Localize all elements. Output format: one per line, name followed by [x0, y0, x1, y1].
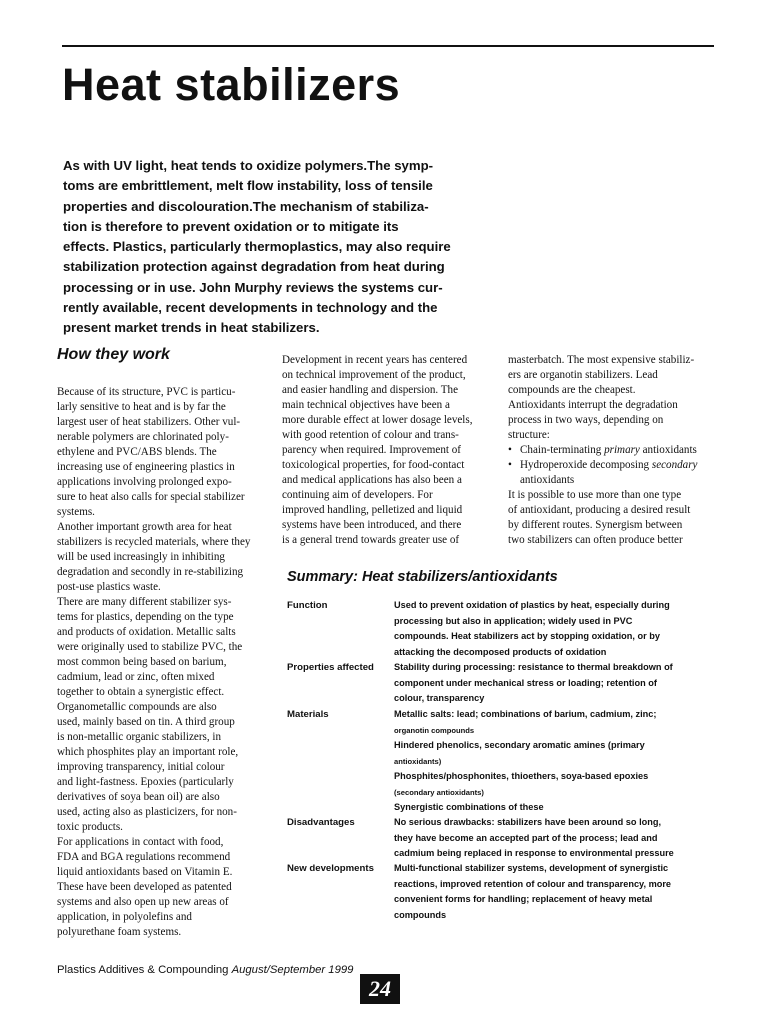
summary-line: reactions, improved retention of colour and transparency, more [394, 878, 672, 889]
body-line: Another important growth area for heat [57, 521, 232, 533]
body-line: Because of its structure, PVC is particu- [57, 386, 236, 398]
body-line: masterbatch. The most expensive stabiliz- [508, 354, 695, 366]
body-line: and light-fastness. Epoxies (particularly [57, 776, 234, 788]
body-line: two stabilizers can often produce better [508, 534, 683, 546]
summary-value [394, 707, 717, 816]
summary-table [287, 598, 717, 923]
body-line: derivatives of soya bean oil) are also [57, 791, 220, 803]
body-line: degradation and secondly in re-stabilizing [57, 566, 244, 578]
summary-row-materials [287, 707, 717, 815]
list-emphasis: primary [604, 444, 640, 456]
summary-label: New developments [287, 863, 374, 874]
summary-label: Disadvantages [287, 817, 355, 828]
body-line: and products of oxidation. Metallic salts [57, 626, 236, 638]
body-line: and medical applications has also been a [282, 474, 462, 486]
page-number: 24 [360, 974, 400, 1004]
summary-row-disadvantages [287, 815, 717, 861]
summary-line: colour, transparency [394, 693, 485, 703]
body-line: were originally used to stabilize PVC, the [57, 641, 243, 653]
body-line: There are many different stabilizer sys- [57, 596, 232, 608]
body-line: ers are organotin stabilizers. Lead [508, 369, 658, 381]
summary-label: Materials [287, 709, 329, 720]
body-line: systems and also open up new areas of [57, 896, 229, 908]
body-column-3 [508, 353, 718, 548]
summary-line: cadmium being replaced in response to environmental pressure [394, 848, 674, 858]
body-line: of antioxidant, producing a desired result [508, 504, 691, 516]
summary-line: Used to prevent oxidation of plastics by heat, especially during [394, 600, 670, 610]
intro-line: properties and discolouration.The mechanism of stabiliza- [63, 198, 429, 214]
intro-line: tion is therefore to prevent oxidation or to mitigate its [63, 218, 399, 234]
journal-issue: August/September 1999 [231, 964, 354, 976]
list-item [508, 458, 718, 488]
antioxidant-list [508, 443, 718, 488]
body-line: Organometallic compounds are also [57, 701, 217, 713]
body-line: used, acting also as plasticizers, for non- [57, 806, 237, 818]
summary-value [394, 598, 717, 660]
body-line: parency when required. Improvement of [282, 444, 461, 456]
summary-line: Hindered phenolics, secondary aromatic amines (primary [394, 740, 645, 750]
journal-name: Plastics Additives & Compounding [57, 964, 232, 976]
body-line: more durable effect at lower dosage levels, [282, 414, 473, 426]
summary-line: organotin compounds [394, 725, 475, 735]
body-line: For applications in contact with food, [57, 836, 224, 848]
body-line: It is possible to use more than one type [508, 489, 682, 501]
body-line: application, in polyolefins and [57, 911, 192, 923]
summary-label: Properties affected [287, 662, 374, 673]
intro-line: present market trends in heat stabilizers. [63, 320, 320, 336]
body-line: with good retention of colour and trans- [282, 429, 459, 441]
body-line: tems for plastics, depending on the type [57, 611, 234, 623]
body-line: sure to heat also calls for special stabilizer [57, 491, 245, 503]
intro-line: stabilization protection against degradation from heat during [63, 259, 445, 275]
body-line: on technical improvement of the product, [282, 369, 466, 381]
body-line: and easier handling and dispersion. The [282, 384, 459, 396]
body-line: largest user of heat stabilizers. Other vul- [57, 416, 241, 428]
summary-row-function [287, 598, 717, 660]
body-line: cadmium, lead or zinc, often mixed [57, 671, 215, 683]
summary-row-properties [287, 660, 717, 707]
intro-line: processing or in use. John Murphy reviews the systems cur- [63, 279, 443, 295]
intro-line: As with UV light, heat tends to oxidize polymers.The symp- [63, 158, 434, 173]
body-line: liquid antioxidants based on Vitamin E. [57, 866, 233, 878]
journal-footer [57, 962, 353, 978]
body-line: Antioxidants interrupt the degradation [508, 399, 678, 411]
body-line: process in two ways, depending on [508, 414, 664, 426]
list-text: antioxidants [639, 444, 697, 456]
summary-value [394, 660, 717, 707]
body-line: nerable polymers are chlorinated poly- [57, 431, 229, 443]
list-item [508, 443, 718, 458]
summary-line: component under mechanical stress or loading; retention of [394, 677, 657, 688]
body-line: applications involving prolonged expo- [57, 476, 232, 488]
list-text: Chain-terminating [520, 444, 605, 456]
bullet-icon: • [508, 459, 512, 471]
summary-label: Function [287, 600, 328, 611]
summary-line: Stability during processing: resistance to thermal breakdown of [394, 662, 673, 672]
body-line: ethylene and PVC/ABS blends. The [57, 446, 217, 458]
bullet-icon: • [508, 444, 512, 456]
body-line: improved handling, pelletized and liquid [282, 504, 463, 516]
body-line: increasing use of engineering plastics in [57, 461, 235, 473]
summary-title: Summary: Heat stabilizers/antioxidants [287, 569, 558, 585]
body-column-2 [282, 353, 489, 548]
body-line: systems have been introduced, and there [282, 519, 462, 531]
summary-line: they have become an accepted part of the process; lead and [394, 832, 658, 843]
intro-line: rently available, recent developments in technology and the [63, 300, 438, 316]
summary-line: Metallic salts: lead; combinations of barium, cadmium, zinc; [394, 709, 657, 719]
intro-line: toms are embrittlement, melt flow instability, loss of tensile [63, 178, 433, 194]
summary-line: compounds. Heat stabilizers act by stopping oxidation, or by [394, 631, 660, 641]
body-line: structure: [508, 429, 550, 441]
summary-line: Synergistic combinations of these [394, 802, 544, 812]
body-line: most common being based on barium, [57, 656, 227, 668]
top-rule [62, 45, 714, 47]
body-column-1 [57, 385, 262, 940]
body-line: stabilizers is recycled materials, where they [57, 536, 251, 548]
body-line: is non-metallic organic stabilizers, in [57, 731, 222, 743]
summary-row-developments [287, 861, 717, 923]
body-line: improving transparency, initial colour [57, 761, 225, 773]
summary-line: processing but also in application; widely used in PVC [394, 615, 633, 626]
body-line: toxicological properties, for food-contact [282, 459, 465, 471]
list-text: Hydroperoxide decomposing [520, 459, 652, 471]
list-text: antioxidants [520, 474, 575, 486]
body-line: toxic products. [57, 821, 123, 833]
body-line: which phosphites play an important role, [57, 746, 239, 758]
body-line: post-use plastics waste. [57, 581, 161, 593]
summary-line: compounds [394, 909, 447, 920]
summary-line: No serious drawbacks: stabilizers have been around so long, [394, 817, 662, 827]
body-line: used, mainly based on tin. A third group [57, 716, 235, 728]
summary-line: Multi-functional stabilizer systems, development of synergistic [394, 863, 669, 873]
summary-value [394, 815, 717, 862]
body-line: systems. [57, 506, 95, 518]
article-title: Heat stabilizers [62, 59, 401, 110]
list-emphasis: secondary [651, 459, 698, 471]
intro-paragraph [63, 156, 488, 339]
summary-line: (secondary antioxidants) [394, 787, 484, 797]
body-line: is a general trend towards greater use of [282, 534, 460, 546]
body-line: These have been developed as patented [57, 881, 232, 893]
body-line: compounds are the cheapest. [508, 384, 636, 396]
body-line: by different routes. Synergism between [508, 519, 683, 531]
body-line: FDA and BGA regulations recommend [57, 851, 231, 863]
body-line: Development in recent years has centered [282, 354, 468, 366]
summary-line: convenient forms for handling; replacement of heavy metal [394, 894, 653, 904]
summary-line: Phosphites/phosphonites, thioethers, soya-based epoxies [394, 771, 649, 781]
body-line: larly sensitive to heat and is by far the [57, 401, 226, 413]
body-line: main technical objectives have been a [282, 399, 450, 411]
summary-line: antioxidants) [394, 756, 442, 766]
body-line: polyurethane foam systems. [57, 926, 182, 938]
intro-line: effects. Plastics, particularly thermoplastics, may also require [63, 239, 451, 255]
body-line: together to obtain a synergistic effect. [57, 686, 225, 698]
summary-line: attacking the decomposed products of oxidation [394, 646, 607, 657]
section-heading: How they work [57, 346, 170, 363]
body-line: will be used increasingly in inhibiting [57, 551, 225, 563]
summary-value [394, 861, 717, 923]
body-line: continuing aim of developers. For [282, 489, 433, 501]
